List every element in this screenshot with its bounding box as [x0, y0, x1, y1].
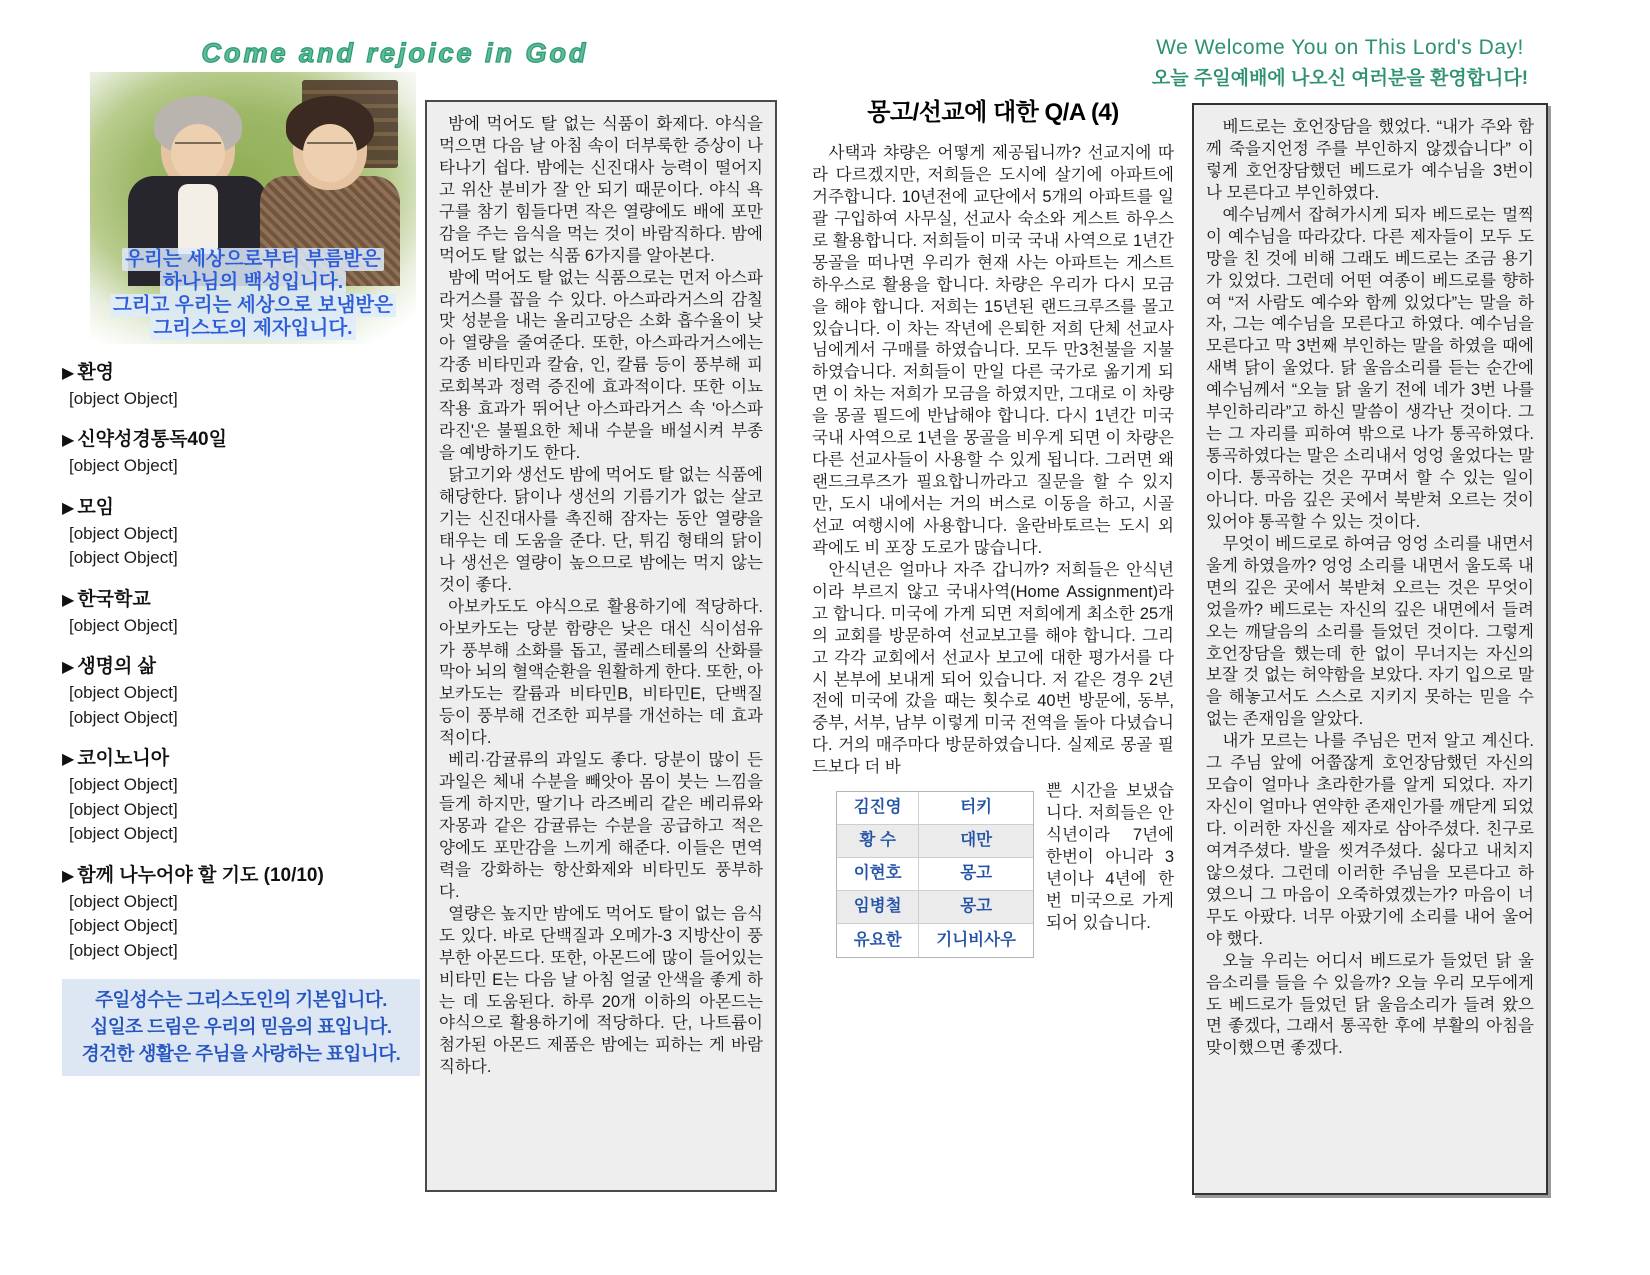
triangle-bullet-icon: ▶ [62, 591, 75, 609]
mission-column [812, 88, 1174, 960]
missionary-table-row [837, 924, 1033, 957]
missionary-table-row [837, 891, 1033, 924]
section-title-text: 신약성경통독40일 [77, 429, 227, 451]
motto-box [62, 979, 420, 1075]
section-title [62, 584, 420, 611]
missionary-country-cell: 대만 [960, 831, 993, 850]
section-body-line: [object Object] [69, 683, 178, 703]
missionary-table [836, 791, 1034, 958]
announcement-section [62, 492, 420, 571]
section-body [62, 773, 420, 846]
section-title-text: 환영 [77, 362, 115, 383]
section-title [62, 492, 420, 519]
mission-wrap-text: 쁜 시간을 보냈습니다. 저희들은 안식년이라 7년에 한번이 아니라 3년이나 4년에 한번 미국으로 가게 되어 있습니다. [1046, 782, 1174, 932]
section-body-line: [object Object] [69, 940, 178, 960]
announcement-section [62, 584, 420, 638]
section-body [62, 890, 420, 963]
section-body-line: [object Object] [69, 456, 178, 476]
announcement-section [62, 743, 420, 846]
person-right-head [293, 106, 367, 190]
section-body-line: [object Object] [69, 775, 178, 795]
section-body-line: [object Object] [69, 548, 178, 568]
announcement-section [62, 357, 420, 411]
health-article-paragraph: 열량은 높지만 밤에도 먹어도 탈이 없는 음식도 있다. 바로 단백질과 오메가-3 지방산이 풍부한 아몬드다. 또한, 아몬드에 많이 들어있는 비타민 E는 다음 날 아침 얼굴 안색을 좋게 하는 데 도움된다. 하루 20개 이하의 아몬드는 야식으로 활용하기에 적당하다. 단, 나트륨이 첨가된 아몬드 제품은 밤에는 피하는 게 바람직하다. [439, 904, 763, 1077]
photo-caption-line [90, 317, 416, 340]
section-title-text: 한국학교 [77, 588, 151, 610]
section-body-line: [object Object] [69, 824, 178, 844]
peter-article-box [1192, 103, 1548, 1195]
triangle-bullet-icon: ▶ [62, 659, 75, 677]
missionary-table-row [837, 792, 1033, 825]
welcome-line-ko: 오늘 주일예배에 나오신 여러분을 환영합니다! [1151, 68, 1529, 89]
missionary-country-cell: 몽고 [960, 864, 993, 883]
missionary-country-cell: 기니비사우 [936, 930, 1016, 949]
announcement-section [62, 651, 420, 730]
announcement-section [62, 860, 420, 963]
peter-article-paragraph: 무엇이 베드로로 하여금 엉엉 소리를 내면서 울게 하였을까? 엉엉 소리를 내면서 울도록 내면의 깊은 곳에서 북받쳐 오르는 것은 무엇이었을까? 베드로는 자신의 깊은 내면에서 들려오는 깨달음의 소리를 들었던 것이다. 그렇게 호언장담을 했는데 한 없이 무너지는 자신의 보잘 것 없는 허약함을 보았다. 자기 입으로 말을 해놓고서도 스스로 지키지 못하는 믿을 수 없는 존재임을 알았다. [1206, 534, 1534, 729]
missionary-name-cell: 임병철 [837, 891, 919, 923]
photo-caption-line [90, 248, 416, 271]
triangle-bullet-icon: ▶ [62, 365, 75, 382]
section-title-text: 생명의 삶 [77, 656, 157, 678]
missionary-name-cell: 황 수 [837, 825, 919, 857]
section-title-text: 모임 [77, 496, 115, 518]
health-article-paragraph: 닭고기와 생선도 밤에 먹어도 탈 없는 식품에 해당한다. 닭이나 생선의 기름기가 없는 살코기는 신진대사를 촉진해 잠자는 동안 열량을 태우는 데 도움을 준다. 단, 튀김 형태의 닭이나 생선은 열량이 높으므로 밤에는 먹지 않는 것이 좋다. [439, 466, 763, 594]
announcement-sections [62, 357, 420, 963]
section-body [62, 681, 420, 730]
peter-article-paragraph: 오늘 우리는 어디서 베드로가 들었던 닭 울음소리를 들을 수 있을까? 오늘 우리 모두에게도 베드로가 들었던 닭 울음소리가 들려 왔으면 좋겠다, 그래서 통곡한 후에 부활의 아침을 맞이했으면 좋겠다. [1206, 951, 1534, 1058]
photo-caption-text: 하나님의 백성입니다. [160, 271, 346, 294]
section-title [62, 743, 420, 770]
section-body-line: [object Object] [69, 615, 178, 635]
welcome-header [1100, 36, 1580, 90]
person-left-shirt [178, 184, 218, 254]
welcome-line-en: We Welcome You on This Lord's Day! [1156, 36, 1524, 59]
section-body-line: [object Object] [69, 916, 178, 936]
missionary-country-cell: 터키 [960, 798, 993, 817]
section-title-text: 함께 나누어야 할 기도 (10/10) [77, 864, 324, 886]
section-body [62, 614, 420, 638]
section-title [62, 651, 420, 678]
section-body [62, 454, 420, 478]
photo-caption [90, 248, 416, 340]
motto-box-line: 주일성수는 그리스도인의 기본입니다. [95, 989, 387, 1011]
mission-paragraphs [812, 143, 1174, 779]
motto-header: Come and rejoice in God [201, 38, 589, 68]
motto-box-line: 십일조 드림은 우리의 믿음의 표입니다. [90, 1015, 392, 1037]
health-article-paragraph: 베리·감귤류의 과일도 좋다. 당분이 많이 든 과일은 체내 수분을 빼앗아 몸이 붓는 느낌을 들게 하지만, 딸기나 라즈베리 같은 베리류와 자몽과 같은 감귤류는 수분을 공급하고 적은 양에도 포만감을 느끼게 해준다. 이들은 면역력을 강화하는 항산화제와 비타민도 풍부하다. [439, 751, 763, 901]
mission-paragraph: 사택과 챠량은 어떻게 제공됩니까? 선교지에 따라 다르겠지만, 저희들은 도시에 살기에 아파트에 거주합니다. 10년전에 교단에서 5개의 아파트를 일괄 구입하여 사무실, 선교사 숙소와 게스트 하우스로 활용합니다. 저희들이 미국 국내 사역으로 1년간 몽골을 떠나면 우리가 현재 사는 아파트는 게스트 하우스로 활용을 합니다. 차량은 우리가 다시 모금을 해야 합니다. 저희는 15년된 랜드크루즈를 몰고 있습니다. 이 차는 작년에 은퇴한 저희 단체 선교사님에게서 구매를 하였습니다. 모두 만3천불을 지불하였습니다. 저희들이 만일 다른 국가로 옮기게 되면 이 차는 저희가 모금을 하였지만, 그대로 이 차량을 몽골 필드에 반납해야 합니다. 다시 1년간 미국 국내 사역으로 1년을 몽골을 비우게 되면 이 차량은 다른 선교사들이 사용할 수 있게 됩니다. 그러면 왜 랜드크루즈가 필요합니까라고 질문을 할 수 있지만, 도시 내에서는 거의 버스로 이동을 하고, 시골 선교 여행시에 사용합니다. 울란바토르는 도시 외곽에도 비 포장 도로가 많습니다. [812, 144, 1174, 557]
section-title [62, 357, 420, 384]
missionary-name-cell: 이현호 [837, 858, 919, 890]
announcements-column [62, 72, 420, 1076]
photo-caption-line [90, 294, 416, 317]
person-left-glasses [175, 142, 221, 154]
triangle-bullet-icon: ▶ [62, 867, 75, 885]
triangle-bullet-icon: ▶ [62, 432, 75, 450]
announcement-section [62, 424, 420, 478]
photo-caption-line [90, 271, 416, 294]
person-right-glasses [307, 142, 353, 154]
section-body-line: [object Object] [69, 891, 178, 911]
congregation-photo [90, 72, 416, 344]
section-body [62, 522, 420, 571]
section-title [62, 860, 420, 887]
health-article-paragraph: 아보카도도 야식으로 활용하기에 적당하다. 아보카도는 당분 함량은 낮은 대신 식이섬유가 풍부해 소화를 돕고, 콜레스테롤의 산화를 막아 뇌의 혈액순환을 원활하게 한다. 또한, 아보카도는 칼륨과 비타민B, 비타민E, 단백질 등이 풍부해 건조한 피부를 개선하는 데 효과적이다. [439, 597, 763, 748]
section-body-line: [object Object] [69, 799, 178, 819]
missionary-name-cell: 김진영 [837, 792, 919, 824]
missionary-table-row [837, 825, 1033, 858]
section-body-line: [object Object] [69, 523, 178, 543]
health-article-box [425, 100, 777, 1192]
photo-caption-text: 그리스도의 제자입니다. [150, 317, 355, 340]
mission-title: 몽고/선교에 대한 Q/A (4) [867, 99, 1119, 126]
motto-box-line: 경건한 생활은 주님을 사랑하는 표입니다. [81, 1042, 401, 1064]
missionary-name-cell: 유요한 [837, 924, 919, 957]
section-body [62, 387, 420, 411]
triangle-bullet-icon: ▶ [62, 499, 75, 517]
section-body-line: [object Object] [69, 389, 178, 408]
missionary-table-row [837, 858, 1033, 891]
health-article-paragraph: 밤에 먹어도 탈 없는 식품으로는 먼저 아스파라거스를 꼽을 수 있다. 아스파라거스의 감칠맛 성분을 내는 올리고당은 소화 흡수율이 낮아 열량을 줄여준다. 또한, 아스파라거스에는 각종 비타민과 칼슘, 인, 칼륨 등이 풍부해 피로회복과 정력 증진에 효과적이다. 또한 이뇨작용 효과가 뛰어난 아스파라거스 속 '아스파라진'은 불필요한 체내 수분을 배설시켜 부종을 예방하기도 한다. [439, 268, 763, 463]
peter-article-paragraph: 베드로는 호언장담을 했었다. “내가 주와 함께 죽을지언정 주를 부인하지 않겠습니다” 이렇게 호언장담했던 베드로가 예수님을 3번이나 모른다고 부인하였다. [1206, 118, 1534, 202]
section-body-line: [object Object] [69, 707, 178, 727]
photo-caption-text: 우리는 세상으로부터 부름받은 [122, 248, 384, 271]
triangle-bullet-icon: ▶ [62, 751, 75, 769]
photo-caption-text: 그리고 우리는 세상으로 보냄받은 [110, 294, 396, 317]
missionary-country-cell: 몽고 [960, 897, 993, 916]
peter-article-paragraph: 예수님께서 잡혀가시게 되자 베드로는 멀찍이 예수님을 따라갔다. 다른 제자들이 모두 도망을 친 것에 비해 그래도 베드로는 조금 용기가 있었다. 그런데 어떤 여종이 베드로를 향하여 “저 사람도 예수와 함께 있었다”는 말을 하자, 그는 예수님을 모른다고 하였다. 예수님을 모른다고 막 3번째 부인하는 말을 하였을 때에 새벽 닭이 울었다. 닭 울음소리를 듣는 순간에 예수님께서 “오늘 닭 울기 전에 네가 3번 나를 부인하리라”고 하신 말씀이 생각난 것이다. 그는 그 자리를 피하여 밖으로 나가 통곡하였다. 통곡하였다는 말은 소리내서 엉엉 울었다는 말이다. 통곡하는 것은 꾸며서 할 수 있는 일이 아니다. 마음 깊은 곳에서 북받쳐 오르는 것이 있어야 통곡할 수 있는 것이다. [1206, 205, 1534, 531]
section-title-text: 코이노니아 [77, 748, 170, 770]
health-article-paragraph: 밤에 먹어도 탈 없는 식품이 화제다. 야식을 먹으면 다음 날 아침 속이 더부룩한 증상이 나타나기 쉽다. 밤에는 신진대사 능력이 떨어지고 위산 분비가 잘 안 되기 때문이다. 야식 욕구를 참기 힘들다면 작은 열량에도 배에 포만감을 주는 음식을 먹는 것이 바람직하다. 밤에 먹어도 탈 없는 식품 6가지를 알아본다. [439, 115, 763, 265]
mission-wrap-block [812, 781, 1174, 949]
section-title [62, 424, 420, 451]
mission-paragraph: 안식년은 얼마나 자주 갑니까? 저희들은 안식년이라 부르지 않고 국내사역(Home Assignment)라고 합니다. 미국에 가게 되면 저희에게 최소한 25개의 교회를 방문하여 선교보고를 해야 합니다. 그리고 각각 교회에서 선교사 보고에 대한 평가서를 다시 본부에 보내게 되어 있습니다. 저 같은 경우 2년 전에 미국에 갔을 때는 횟수로 40번 방문에, 동부, 중부, 서부, 남부 이렇게 미국 전역을 돌아 다녔습니다. 거의 매주마다 방문하였습니다. 실제로 몽골 필드보다 더 바 [812, 560, 1174, 777]
peter-article-paragraph: 내가 모르는 나를 주님은 먼저 알고 계신다. 그 주님 앞에 어쭙잖게 호언장담했던 자신의 모습이 얼마나 초라한가를 알게 되었다. 자기 자신이 얼마나 연약한 존재인가를 깨닫게 되었다. 이러한 자신을 제자로 삼아주셨다. 친구로 여겨주셨다. 발을 씻겨주셨다. 싫다고 내치지 않으셨다. 그런데 이러한 주님을 모른다고 하였으니 그 마음이 오죽하였겠는가? 마음이 너무도 아팠다. 너무 아팠기에 소리를 내어 울어야 했다. [1206, 732, 1534, 948]
